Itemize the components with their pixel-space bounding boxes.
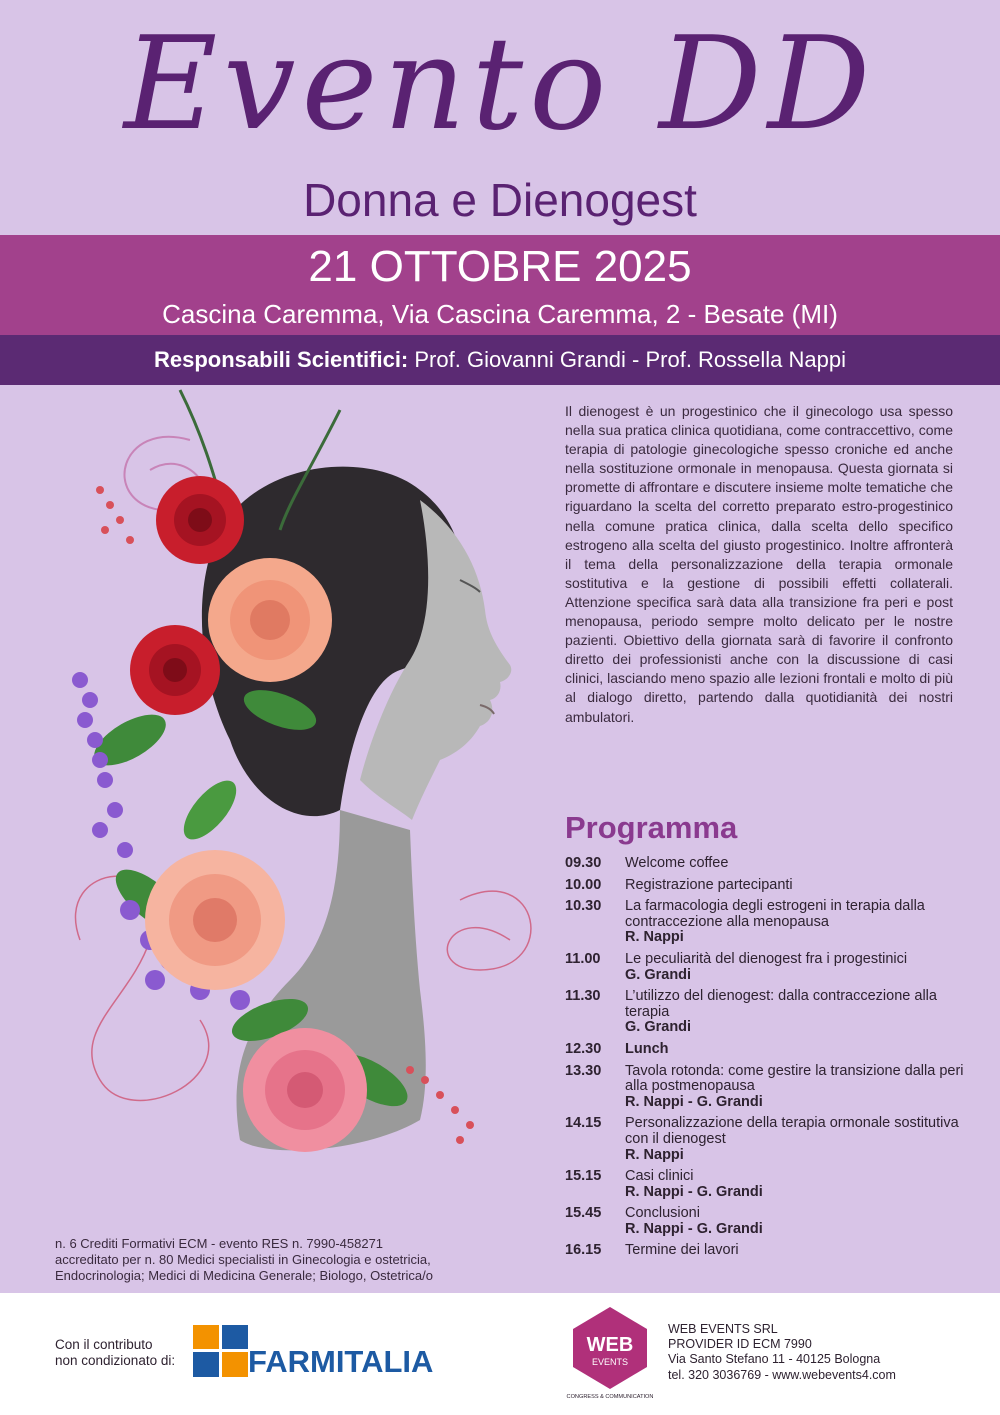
program-item-title: L’utilizzo del dienogest: dalla contraccezione alla terapia (625, 988, 937, 1020)
farmitalia-logo-icon (193, 1325, 248, 1377)
event-subtitle: Donna e Dienogest (303, 174, 697, 226)
organizer-name: WEB EVENTS SRL (668, 1322, 778, 1336)
program-item-title: Conclusioni (625, 1205, 700, 1222)
organizer-info (668, 1322, 896, 1383)
program-item-body (625, 952, 965, 983)
program-item-title: La farmacologia degli estrogeni in terapia dalla contraccezione alla menopausa (625, 898, 925, 930)
web-events-logo (565, 1305, 655, 1400)
organizer-provider: PROVIDER ID ECM 7990 (668, 1337, 812, 1352)
responsabili-line (0, 343, 1000, 377)
contribution-line-2: non condizionato di: (55, 1353, 176, 1368)
program-item (565, 878, 965, 894)
web-logo-tagline: CONGRESS & COMMUNICATION (566, 1394, 654, 1400)
contribution-line-1: Con il contributo (55, 1337, 153, 1352)
ecm-info (55, 1236, 485, 1284)
program-item-time: 14.15 (565, 1115, 602, 1132)
program-item (565, 952, 965, 983)
program-item-speaker: R. Nappi (625, 929, 684, 946)
program-item (565, 989, 965, 1036)
program-item (565, 1116, 965, 1163)
program-item-title: Lunch (625, 1040, 669, 1057)
program-item-body (625, 1042, 965, 1058)
ecm-line-3: Endocrinologia; Medici di Medicina Generale; Biologo, Ostetrica/o (55, 1268, 433, 1283)
program-item (565, 856, 965, 872)
program-item (565, 899, 965, 946)
ecm-line-2: accreditato per n. 80 Medici specialisti in Ginecologia e ostetricia, (55, 1252, 431, 1267)
program-item (565, 1042, 965, 1058)
program-item-title: Tavola rotonda: come gestire la transizione dalla peri alla postmenopausa (625, 1062, 964, 1095)
program-item (565, 1169, 965, 1200)
program-item (565, 1243, 965, 1259)
web-logo-bottom-text: EVENTS (591, 1357, 629, 1367)
event-title: Evento DD (123, 10, 877, 159)
intro-paragraph: Il dienogest è un progestinico che il ginecologo usa spesso nella sua pratica clinica quotidiana, come contraccettivo, come terapia di patologie ginecologiche spesso croniche ed anche nella sostituzione ormonale in menopausa. Questa giornata si promette di affrontare e discutere insieme molte tematiche che riguardano la scelta del corretto preparato estro-progestinico nella comune pratica clinica, dalla scelta dello specifico estrogeno alla scelta del giusto progestinico. Inoltre affronterà il tema della personalizzazione della terapia ormonale sostitutiva e la gestione di possibili effetti collaterali. Attenzione specifica sarà data alla transizione fra peri e post menopausa, periodo sempre molto delicato per le nostre pazienti. Obiettivo della giornata sarà di favorire il confronto diretto dei professionisti anche con la discussione di casi clinici, lasciando meno spazio alle lezioni frontali e molto di più al dialogo diretto, partendo dalla quotidianità dei nostri ambulatori. (565, 403, 953, 725)
program-item-title: Registrazione partecipanti (625, 876, 793, 893)
program-item-time: 11.00 (565, 950, 601, 967)
program-item-body (625, 878, 965, 894)
ecm-line-1: n. 6 Crediti Formativi ECM - evento RES n. 7990-458271 (55, 1236, 384, 1251)
program-item-body (625, 1243, 965, 1259)
contribution-text (55, 1337, 175, 1369)
program-item-time: 11.30 (565, 988, 601, 1005)
program-item-body (625, 1169, 965, 1200)
program-item-time: 16.15 (565, 1242, 602, 1259)
program-item-title: Casi clinici (625, 1168, 694, 1185)
program-item-time: 15.15 (565, 1168, 602, 1185)
program-item-speaker: G. Grandi (625, 1019, 692, 1036)
program-item-speaker: R. Nappi - G. Grandi (625, 1093, 763, 1110)
program-item-time: 13.30 (565, 1062, 602, 1079)
event-date: 21 OTTOBRE 2025 (308, 242, 692, 291)
program-item-body (625, 1116, 965, 1163)
program-item-speaker: R. Nappi (625, 1146, 684, 1163)
event-venue: Cascina Caremma, Via Cascina Caremma, 2 - Besate (MI) (162, 299, 838, 329)
program-list (565, 856, 965, 1265)
program-item-body (625, 989, 965, 1036)
responsabili-names: Prof. Giovanni Grandi - Prof. Rossella Nappi (408, 347, 847, 372)
program-item-body (625, 899, 965, 946)
organizer-contact: tel. 320 3036769 - www.webevents4.com (668, 1367, 896, 1382)
program-item-time: 15.45 (565, 1205, 602, 1222)
program-item-speaker: R. Nappi - G. Grandi (625, 1220, 763, 1237)
program-item-time: 10.00 (565, 876, 602, 893)
program-item-body (625, 1064, 965, 1111)
program-item-time: 10.30 (565, 898, 602, 915)
program-item-speaker: R. Nappi - G. Grandi (625, 1183, 763, 1200)
program-item-body (625, 856, 965, 872)
program-heading: Programma (565, 810, 738, 845)
program-item-title: Le peculiarità del dienogest fra i progestinici (625, 950, 908, 967)
program-item-title: Termine dei lavori (625, 1242, 739, 1259)
program-item (565, 1206, 965, 1237)
program-item-body (625, 1206, 965, 1237)
program-item-time: 12.30 (565, 1040, 602, 1057)
responsabili-label: Responsabili Scientifici: (153, 347, 409, 372)
web-logo-top-text: WEB (586, 1334, 634, 1356)
sponsor-name: FARMITALIA (248, 1344, 434, 1379)
program-item-title: Personalizzazione della terapia ormonale sostitutiva con il dienogest (625, 1115, 959, 1147)
woman-flowers-illustration (40, 380, 560, 1210)
program-item (565, 1064, 965, 1111)
program-item-speaker: G. Grandi (625, 966, 692, 983)
program-item-title: Welcome coffee (625, 855, 729, 871)
program-item-time: 09.30 (565, 855, 602, 871)
organizer-address: Via Santo Stefano 11 - 40125 Bologna (668, 1352, 881, 1367)
